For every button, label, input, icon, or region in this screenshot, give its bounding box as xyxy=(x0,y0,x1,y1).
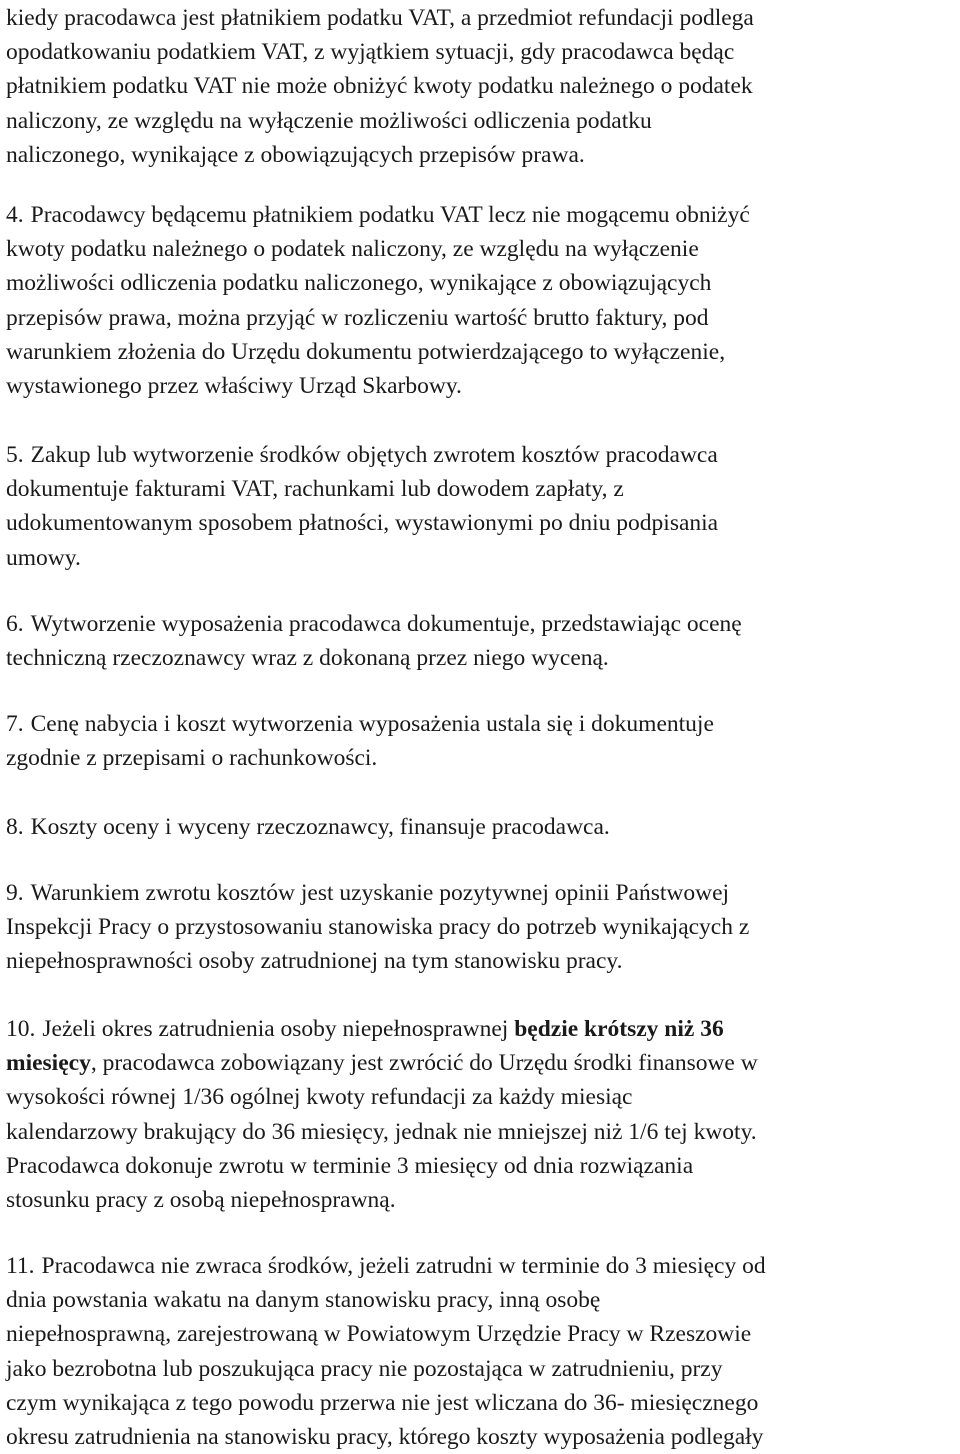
text-segment: , pracodawca zobowiązany jest zwrócić do Urzędu środki finansowe w xyxy=(90,1050,758,1077)
paragraph-number: 7. xyxy=(6,711,24,737)
paragraph-number: 10. xyxy=(6,1016,36,1042)
text-segment: Jeżeli okres zatrudnienia osoby niepełnosprawnej xyxy=(42,1016,515,1042)
paragraph-number: 6. xyxy=(6,611,24,637)
paragraph-number: 11. xyxy=(6,1253,35,1279)
paragraph-10 xyxy=(6,1012,956,1217)
paragraph-11 xyxy=(6,1249,956,1454)
text-line: Zakup lub wytworzenie środków objętych zwrotem kosztów pracodawca xyxy=(30,442,718,468)
text-line: możliwości odliczenia podatku naliczonego, wynikające z obowiązujących xyxy=(6,270,712,297)
text-line: okresu zatrudnienia na stanowisku pracy, którego koszty wyposażenia podlegały xyxy=(6,1423,764,1450)
text-line: kiedy pracodawca jest płatnikiem podatku VAT, a przedmiot refundacji podlega xyxy=(6,5,754,31)
text-line: Pracodawcy będącemu płatnikiem podatku VAT lecz nie mogącemu obniżyć xyxy=(30,202,750,228)
paragraph-continuation xyxy=(6,1,956,172)
bold-text: będzie krótszy niż 36 xyxy=(514,1016,724,1042)
text-line: Warunkiem zwrotu kosztów jest uzyskanie pozytywnej opinii Państwowej xyxy=(30,880,730,906)
text-line: dokumentuje fakturami VAT, rachunkami lub dowodem zapłaty, z xyxy=(6,476,624,503)
text-line: udokumentowanym sposobem płatności, wystawionymi po dniu podpisania xyxy=(6,510,719,537)
text-line: płatnikiem podatku VAT nie może obniżyć kwoty podatku należnego o podatek xyxy=(6,73,753,100)
paragraph-9 xyxy=(6,876,956,979)
text-line: dnia powstania wakatu na danym stanowisku pracy, inną osobę xyxy=(6,1287,601,1314)
text-line: wysokości równej 1/36 ogólnej kwoty refundacji za każdy miesiąc xyxy=(6,1084,633,1111)
text-line: Inspekcji Pracy o przystosowaniu stanowiska pracy do potrzeb wynikających z xyxy=(6,914,750,941)
paragraph-number: 5. xyxy=(6,442,24,468)
paragraph-6 xyxy=(6,607,956,675)
bold-text: miesięcy xyxy=(6,1050,91,1077)
text-line: Koszty oceny i wyceny rzeczoznawcy, finansuje pracodawca. xyxy=(30,814,610,840)
paragraph-8 xyxy=(6,810,956,844)
text-line: warunkiem złożenia do Urzędu dokumentu potwierdzającego to wyłączenie, xyxy=(6,338,726,365)
text-line: wystawionego przez właściwy Urząd Skarbowy. xyxy=(6,372,462,399)
text-line: przepisów prawa, można przyjąć w rozliczeniu wartość brutto faktury, pod xyxy=(6,304,709,331)
text-line: opodatkowaniu podatkiem VAT, z wyjątkiem sytuacji, gdy pracodawca będąc xyxy=(6,39,735,66)
text-line: Cenę nabycia i koszt wytworzenia wyposażenia ustala się i dokumentuje xyxy=(30,711,714,737)
text-line: kwoty podatku należnego o podatek naliczony, ze względu na wyłączenie xyxy=(6,236,699,263)
paragraph-number: 8. xyxy=(6,814,24,840)
paragraph-4 xyxy=(6,198,956,403)
text-line: Wytworzenie wyposażenia pracodawca dokumentuje, przedstawiając ocenę xyxy=(30,611,742,637)
text-line: niepełnosprawności osoby zatrudnionej na tym stanowisku pracy. xyxy=(6,948,623,975)
text-line: umowy. xyxy=(6,544,81,571)
text-line: kalendarzowy brakujący do 36 miesięcy, jednak nie mniejszej niż 1/6 tej kwoty. xyxy=(6,1118,757,1145)
text-line: jako bezrobotna lub poszukująca pracy nie pozostająca w zatrudnieniu, przy xyxy=(6,1355,723,1382)
text-line: niepełnosprawną, zarejestrowaną w Powiatowym Urzędzie Pracy w Rzeszowie xyxy=(6,1321,752,1348)
text-line: Pracodawca nie zwraca środków, jeżeli zatrudni w terminie do 3 miesięcy od xyxy=(41,1253,766,1279)
text-line: techniczną rzeczoznawcy wraz z dokonaną przez niego wyceną. xyxy=(6,645,609,672)
paragraph-number: 4. xyxy=(6,202,24,228)
text-line: naliczony, ze względu na wyłączenie możliwości odliczenia podatku xyxy=(6,107,652,134)
text-line: zgodnie z przepisami o rachunkowości. xyxy=(6,745,378,772)
text-line: Pracodawca dokonuje zwrotu w terminie 3 miesięcy od dnia rozwiązania xyxy=(6,1152,694,1179)
paragraph-7 xyxy=(6,707,956,775)
paragraph-number: 9. xyxy=(6,880,24,906)
text-line: naliczonego, wynikające z obowiązujących przepisów prawa. xyxy=(6,141,585,168)
paragraph-5 xyxy=(6,438,956,575)
text-line: czym wynikająca z tego powodu przerwa nie jest wliczana do 36- miesięcznego xyxy=(6,1389,759,1416)
text-line: stosunku pracy z osobą niepełnosprawną. xyxy=(6,1186,396,1213)
